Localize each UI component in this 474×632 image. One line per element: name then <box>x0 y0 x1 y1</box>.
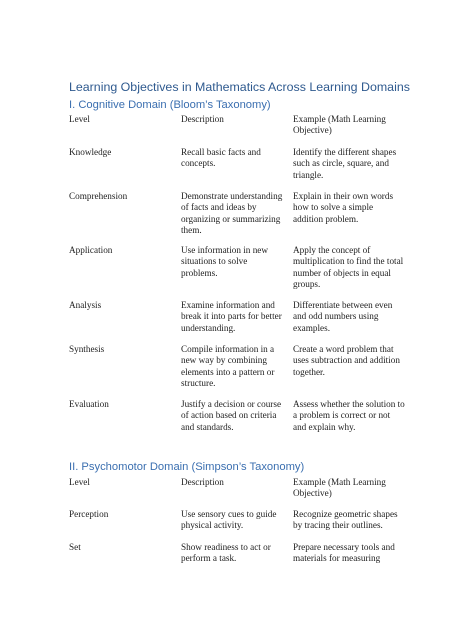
level-cell: Evaluation <box>69 399 109 409</box>
section-heading-psychomotor: II. Psychomotor Domain (Simpson’s Taxonomy) <box>69 461 305 473</box>
example-cell: Assess whether the solution to a problem is correct or not and explain why. <box>293 399 405 432</box>
level-cell: Comprehension <box>69 191 128 201</box>
description-cell: Use information in new situations to solve problems. <box>181 245 269 278</box>
document-title: Learning Objectives in Mathematics Across Learning Domains <box>69 80 410 94</box>
level-cell: Set <box>69 542 81 552</box>
section-heading-cognitive: I. Cognitive Domain (Bloom’s Taxonomy) <box>69 99 271 111</box>
level-cell: Perception <box>69 509 109 519</box>
header-description: Description <box>181 477 224 487</box>
header-example: Example (Math Learning Objective) <box>293 477 386 499</box>
description-cell: Examine information and break it into parts for better understanding. <box>181 300 282 333</box>
level-cell: Knowledge <box>69 147 112 157</box>
level-cell: Analysis <box>69 300 102 310</box>
header-example: Example (Math Learning Objective) <box>293 114 386 136</box>
header-level: Level <box>69 114 90 124</box>
example-cell: Explain in their own words how to solve a simple addition problem. <box>293 191 394 224</box>
example-cell: Recognize geometric shapes by tracing their outlines. <box>293 509 398 531</box>
description-cell: Recall basic facts and concepts. <box>181 147 261 169</box>
example-cell: Apply the concept of multiplication to find the total number of objects in equal groups. <box>293 245 404 289</box>
example-cell: Differentiate between even and odd numbers using examples. <box>293 300 393 333</box>
header-description: Description <box>181 114 224 124</box>
description-cell: Compile information in a new way by combining elements into a pattern or structure. <box>181 344 275 388</box>
level-cell: Synthesis <box>69 344 105 354</box>
header-level: Level <box>69 477 90 487</box>
description-cell: Demonstrate understanding of facts and ideas by organizing or summarizing them. <box>181 191 283 235</box>
description-cell: Show readiness to act or perform a task. <box>181 542 271 564</box>
example-cell: Prepare necessary tools and materials for measuring <box>293 542 395 564</box>
example-cell: Identify the different shapes such as circle, square, and triangle. <box>293 147 397 180</box>
description-cell: Use sensory cues to guide physical activity. <box>181 509 277 531</box>
description-cell: Justify a decision or course of action based on criteria and standards. <box>181 399 282 432</box>
example-cell: Create a word problem that uses subtraction and addition together. <box>293 344 400 377</box>
level-cell: Application <box>69 245 113 255</box>
